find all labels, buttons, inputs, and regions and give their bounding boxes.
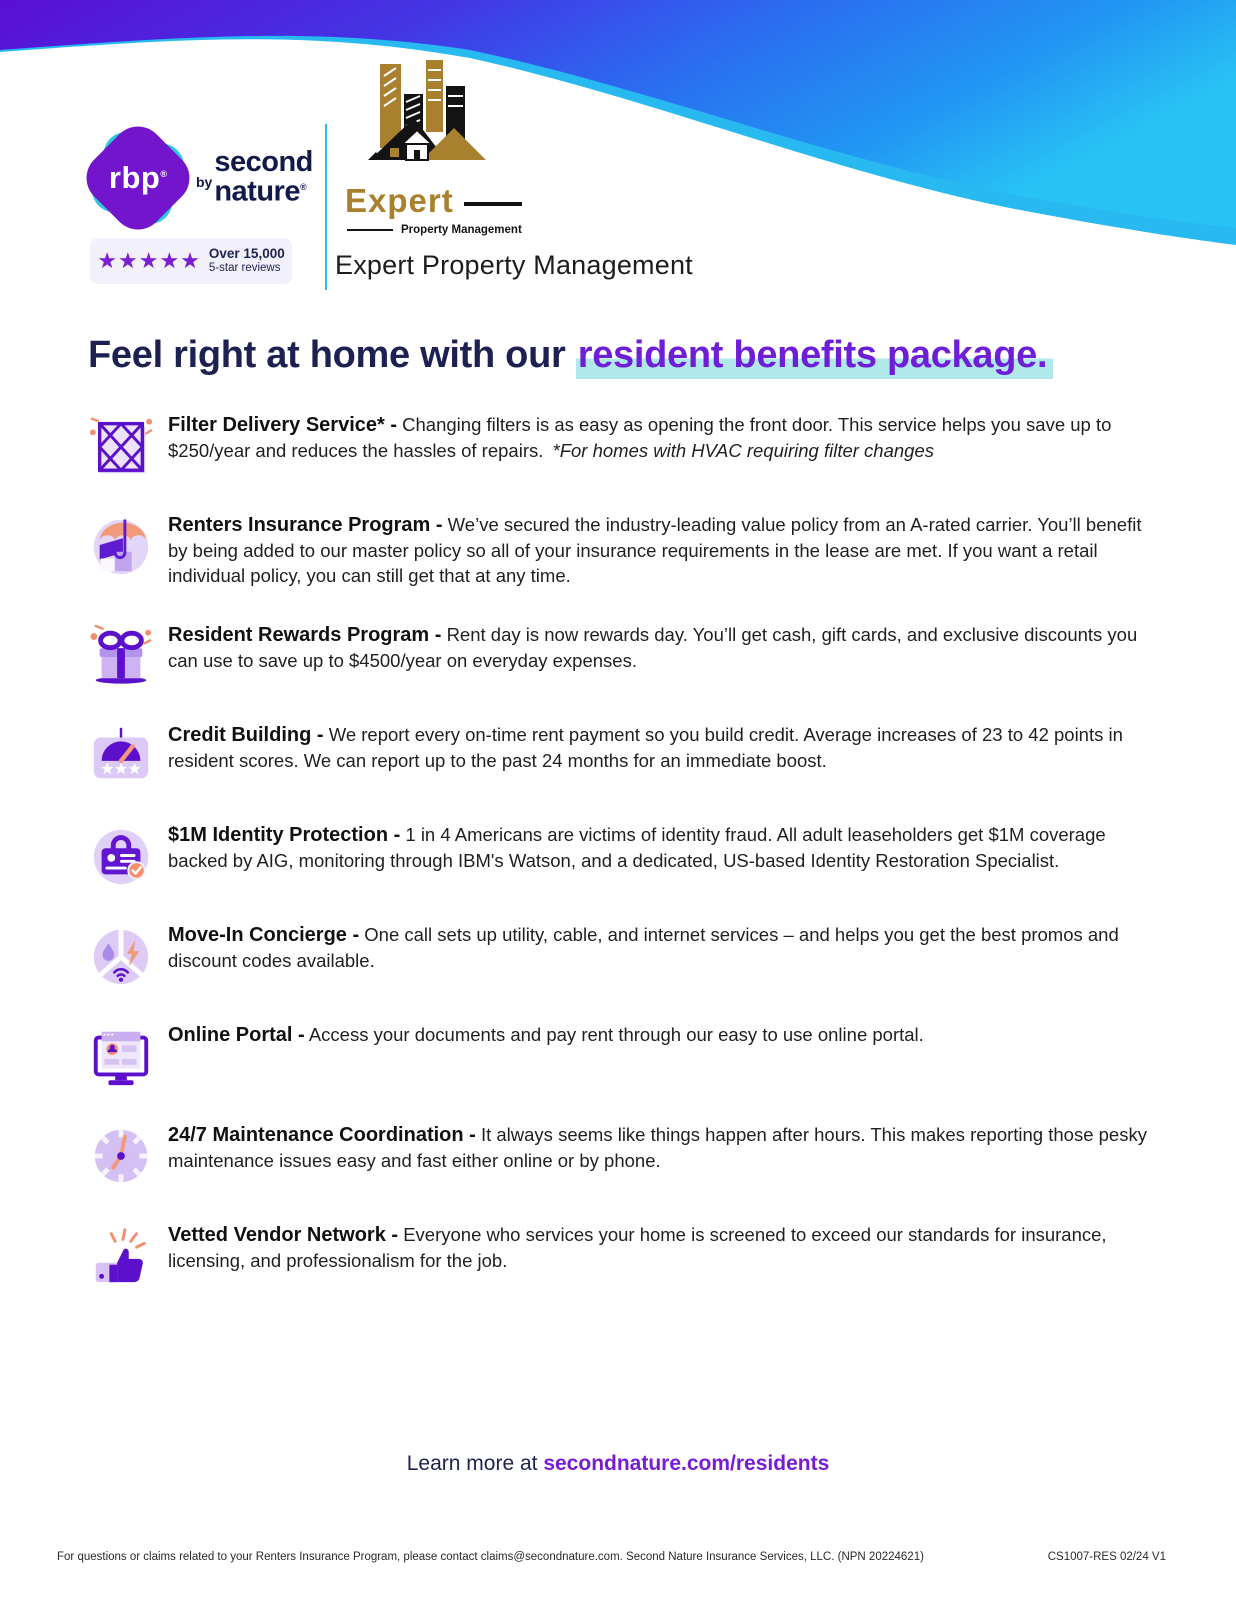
page-title-highlight: resident benefits package.	[576, 334, 1053, 379]
benefit-title: Renters Insurance Program -	[168, 514, 443, 536]
vertical-divider	[325, 124, 327, 290]
benefit-body: We report every on-time rent payment so you build credit. Average increases of 23 to 42 points in resident scores. We can report up to the past 24 months for an immediate boost.	[168, 724, 1123, 771]
learn-more-link[interactable]: secondnature.com/residents	[543, 1452, 830, 1475]
benefit-title: Vetted Vendor Network -	[168, 1224, 399, 1246]
benefit-item-renters-insurance	[88, 512, 1160, 588]
expert-tagline-row	[347, 224, 522, 236]
benefit-item-vendor-network	[88, 1222, 1160, 1288]
benefit-body: Changing filters is as easy as opening the front door. This service helps you save up to $250/year and reduces the hassles of repairs.	[168, 414, 1112, 461]
page-title-prefix: Feel right at home with our	[88, 334, 576, 376]
benefit-title: Credit Building -	[168, 724, 324, 746]
benefit-body: Rent day is now rewards day. You’ll get cash, gift cards, and exclusive discounts you can use to save up to $4500/year on everyday expenses.	[168, 624, 1138, 671]
reviews-label: 5-star reviews	[208, 262, 281, 274]
reviews-count: Over 15,000	[208, 246, 285, 261]
benefit-item-filter-delivery	[88, 412, 1160, 478]
rbp-trademark: ®	[160, 168, 168, 179]
tagline-dash	[347, 229, 393, 231]
reviews-text	[209, 247, 285, 275]
byline-by: by	[196, 173, 213, 190]
benefit-item-credit-building	[88, 722, 1160, 788]
rbp-logo-text: rbp®	[108, 159, 168, 195]
footer-legal-text: For questions or claims related to your Renters Insurance Program, please contact claims@secondnature.com. Second Nature Insurance Services, LLC. (NPN 20224621)	[57, 1551, 924, 1563]
benefit-body: Everyone who services your home is screened to exceed our standards for insurance, licensing, and professionalism for the job.	[168, 1224, 1107, 1271]
brand-line-1: second	[214, 146, 313, 178]
benefit-note: *For homes with HVAC requiring filter changes	[552, 440, 934, 461]
expert-logo-buildings	[362, 56, 488, 184]
learn-more-prefix: Learn more at	[406, 1452, 544, 1475]
filter-icon	[88, 412, 154, 478]
rbp-logo-diamond	[76, 116, 200, 240]
expert-wordmark-text: Expert	[345, 182, 454, 219]
benefit-title: $1M Identity Protection -	[168, 824, 401, 846]
id-card-icon	[88, 822, 154, 888]
wordmark-dash	[464, 202, 522, 206]
benefits-list	[88, 412, 1160, 1322]
benefit-item-identity-protection	[88, 822, 1160, 888]
utilities-icon	[88, 922, 154, 988]
reviews-badge	[90, 238, 292, 284]
benefit-body: 1 in 4 Americans are victims of identity fraud. All adult leaseholders get $1M coverage backed by AIG, monitoring through IBM's Watson, and a dedicated, US-based Identity Restoration Specialist.	[168, 824, 1106, 871]
gauge-icon	[88, 722, 154, 788]
umbrella-icon	[88, 512, 154, 588]
benefit-body: Access your documents and pay rent through our easy to use online portal.	[308, 1024, 924, 1045]
benefit-title: Resident Rewards Program -	[168, 624, 442, 646]
learn-more-line	[0, 1452, 1236, 1476]
page-title	[88, 334, 1053, 377]
benefit-body: One call sets up utility, cable, and internet services – and helps you get the best promos and discount codes available.	[168, 924, 1119, 971]
benefit-item-online-portal	[88, 1022, 1160, 1088]
expert-tagline: Property Management	[401, 224, 522, 236]
page-footer	[57, 1551, 1166, 1563]
monitor-icon	[88, 1022, 154, 1088]
clock-icon	[88, 1122, 154, 1188]
benefit-item-resident-rewards	[88, 622, 1160, 688]
benefit-body: We’ve secured the industry-leading value policy from an A-rated carrier. You’ll benefit by being added to our master policy so all of your insurance requirements in the lease are met. If you want a retail individual policy, you can still get that at any time.	[168, 514, 1142, 586]
benefit-body: It always seems like things happen after hours. This makes reporting those pesky maintenance issues easy and fast either online or by phone.	[168, 1124, 1147, 1171]
thumbs-up-icon	[88, 1222, 154, 1288]
footer-doc-code: CS1007-RES 02/24 V1	[1047, 1551, 1166, 1563]
benefit-item-maintenance	[88, 1122, 1160, 1188]
five-stars-icon: ★★★★★	[97, 248, 201, 273]
benefit-title: Online Portal -	[168, 1024, 305, 1046]
benefit-item-move-in-concierge	[88, 922, 1160, 988]
brand-trademark: ®	[299, 182, 307, 192]
gift-icon	[88, 622, 154, 688]
rbp-logo	[88, 128, 188, 228]
benefit-title: 24/7 Maintenance Coordination -	[168, 1124, 476, 1146]
expert-wordmark	[345, 182, 522, 220]
benefit-title: Filter Delivery Service* -	[168, 414, 398, 436]
company-name: Expert Property Management	[335, 250, 693, 280]
second-nature-wordmark	[196, 146, 313, 210]
benefit-title: Move-In Concierge -	[168, 924, 360, 946]
brand-line-2: nature®	[214, 175, 307, 208]
